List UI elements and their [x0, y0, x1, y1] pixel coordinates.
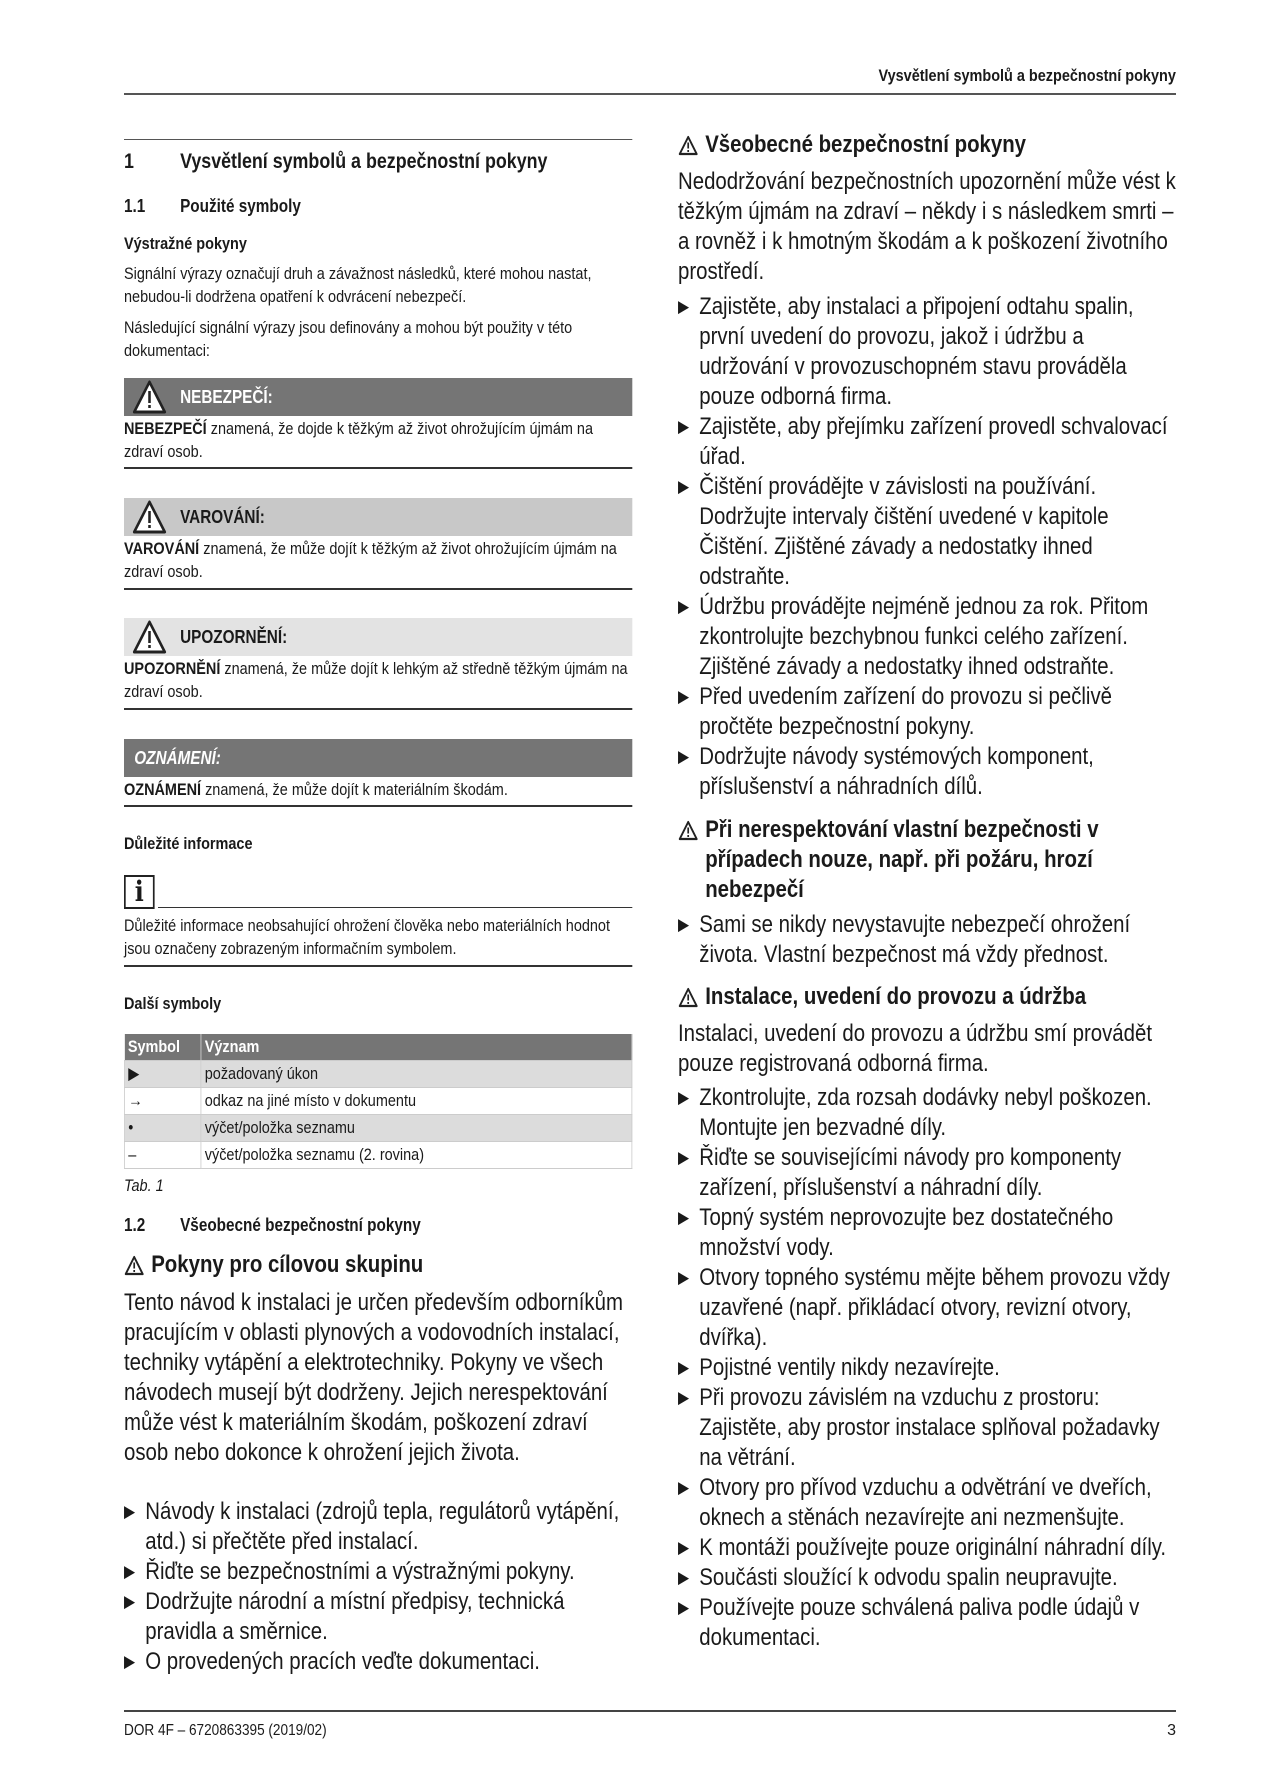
heading-text: Při nerespektování vlastní bezpečnosti v případech nouze, např. při požáru, hrozí nebezpečí: [705, 816, 1099, 903]
document-id: DOR 4F – 6720863395 (2019/02): [124, 1722, 327, 1739]
list-item: ▶ Řiďte se bezpečnostními a výstražnými pokyny.: [124, 1557, 632, 1587]
bullet-list: [678, 1083, 1176, 1653]
list-item: ▶ Pojistné ventily nikdy nezavírejte.: [678, 1353, 1176, 1383]
paragraph: Tento návod k instalaci je určen především odborníkům pracujícím v oblasti plynových a vodovodních instalací, techniky vytápění a elektrotechniky. Pokyny ve všech návodech musejí být dodrženy. Jejich nerespektování může vést k materiálním škodám, poškození zdraví osob nebo dokonce k ohrožení jejich života.: [124, 1289, 623, 1466]
meaning-cell: výčet/položka seznamu (2. rovina): [201, 1141, 632, 1168]
signal-text: znamená, že může dojít k materiálním škodám.: [201, 780, 508, 799]
signal-text: znamená, že může dojít k těžkým až život ohrožujícím újmám na zdraví osob.: [124, 539, 617, 581]
signal-text: znamená, že může dojít k lehkým až středně těžkým újmám na zdraví osob.: [124, 659, 628, 701]
section-1-2-heading: [124, 1215, 632, 1236]
signal-word: OZNÁMENÍ: [124, 780, 202, 799]
list-item: ▶ Sami se nikdy nevystavujte nebezpečí ohrožení života. Vlastní bezpečnost má vždy přednost.: [678, 910, 1176, 970]
column-header: Význam: [201, 1034, 632, 1060]
meaning-cell: odkaz na jiné místo v dokumentu: [201, 1087, 632, 1114]
signal-label: VAROVÁNÍ:: [180, 506, 265, 527]
running-header: Vysvětlení symbolů a bezpečnostní pokyny: [878, 66, 1176, 85]
bullet-list: [678, 292, 1176, 802]
symbols-table: [124, 1034, 632, 1169]
list-item: ▶ Topný systém neprovozujte bez dostatečného množství vody.: [678, 1203, 1176, 1263]
list-item: ▶ Otvory pro přívod vzduchu a odvětrání ve dveřích, oknech a stěnách nezavírejte ani nezmenšujte.: [678, 1473, 1176, 1533]
danger-banner: [124, 378, 632, 416]
target-group-heading: [124, 1250, 632, 1280]
symbol-cell: →: [124, 1087, 201, 1114]
important-info-heading: Důležité informace: [124, 834, 253, 853]
warning-triangle-icon: [133, 500, 167, 534]
table-caption: Tab. 1: [124, 1176, 164, 1195]
warning-triangle-icon: [133, 380, 167, 414]
signal-word: VAROVÁNÍ: [124, 539, 200, 558]
emergency-heading: [678, 815, 1176, 905]
list-item: ▶ Před uvedením zařízení do provozu si pečlivě pročtěte bezpečnostní pokyny.: [678, 682, 1176, 742]
signal-description: [124, 778, 632, 801]
divider: [124, 708, 632, 710]
table-header-row: [124, 1034, 631, 1060]
divider: [124, 139, 632, 140]
warning-notes-heading: Výstražné pokyny: [124, 234, 247, 253]
symbol-cell: •: [124, 1114, 201, 1141]
divider: [158, 907, 632, 908]
paragraph: Následující signální výrazy jsou definovány a mohou být použity v této dokumentaci:: [124, 318, 573, 360]
list-item: ▶ Součásti sloužící k odvodu spalin neupravujte.: [678, 1563, 1176, 1593]
info-icon: i: [124, 875, 155, 909]
symbol-cell: ▶: [124, 1060, 201, 1087]
right-column: [678, 0, 1176, 1700]
left-column: [124, 0, 632, 1700]
section-1-heading: [124, 150, 632, 174]
warning-triangle-icon: [678, 135, 698, 156]
section-number: 1.2: [124, 1215, 146, 1235]
list-item: ▶ Při provozu závislém na vzduchu z prostoru: Zajistěte, aby prostor instalace splňoval požadavky na větrání.: [678, 1383, 1176, 1473]
paragraph: Nedodržování bezpečnostních upozornění může vést k těžkým újmám na zdraví – někdy i s následkem smrti – a rovněž i k hmotným škodám a k poškození životního prostředí.: [678, 168, 1176, 285]
bullet-list: [678, 910, 1176, 970]
signal-label: UPOZORNĚNÍ:: [180, 626, 288, 647]
table-row: [124, 1114, 631, 1141]
list-item: ▶ Zkontrolujte, zda rozsah dodávky nebyl poškozen. Montujte jen bezvadné díly.: [678, 1083, 1176, 1143]
list-item: ▶ Používejte pouze schválená paliva podle údajů v dokumentaci.: [678, 1593, 1176, 1653]
divider: [124, 805, 632, 807]
heading-text: Pokyny pro cílovou skupinu: [151, 1251, 424, 1278]
list-item: ▶ Zajistěte, aby přejímku zařízení provedl schvalovací úřad.: [678, 412, 1176, 472]
caution-banner: [124, 618, 632, 656]
section-title: Použité symboly: [180, 196, 301, 216]
page-number: 3: [1167, 1722, 1176, 1739]
list-item: ▶ Zajistěte, aby instalaci a připojení odtahu spalin, první uvedení do provozu, jakož i údržbu a udržování v provozuschopném stavu prováděla pouze odborná firma.: [678, 292, 1176, 412]
list-item: ▶ Čištění provádějte v závislosti na používání. Dodržujte intervaly čištění uvedené v kapitole Čištění. Zjištěné závady a nedostatky ihned odstraňte.: [678, 472, 1176, 592]
signal-text: znamená, že dojde k těžkým až život ohrožujícím újmám na zdraví osob.: [124, 419, 594, 461]
warning-triangle-icon: [124, 1255, 144, 1276]
symbol-cell: –: [124, 1141, 201, 1168]
info-text: Důležité informace neobsahující ohrožení člověka nebo materiálních hodnot jsou označeny zobrazeným informačním symbolem.: [124, 916, 610, 958]
heading-text: Instalace, uvedení do provozu a údržba: [705, 983, 1087, 1010]
signal-word: UPOZORNĚNÍ: [124, 659, 221, 678]
signal-label: OZNÁMENÍ:: [134, 747, 221, 768]
divider: [124, 467, 632, 469]
divider: [124, 588, 632, 590]
notice-banner: [124, 739, 632, 777]
signal-label: NEBEZPEČÍ:: [180, 386, 273, 407]
list-item: ▶ Řiďte se souvisejícími návody pro komponenty zařízení, příslušenství a náhradní díly.: [678, 1143, 1176, 1203]
table-row: [124, 1060, 631, 1087]
warning-triangle-icon: [678, 820, 698, 841]
divider: [124, 965, 632, 967]
section-title: Všeobecné bezpečnostní pokyny: [180, 1215, 421, 1235]
list-item: ▶ Návody k instalaci (zdrojů tepla, regulátorů vytápění, atd.) si přečtěte před instalací.: [124, 1497, 632, 1557]
other-symbols-heading: Další symboly: [124, 994, 222, 1013]
bullet-list: [124, 1497, 632, 1677]
section-number: 1: [124, 150, 134, 173]
section-number: 1.1: [124, 196, 146, 216]
list-item: ▶ O provedených pracích veďte dokumentaci.: [124, 1647, 632, 1677]
installation-heading: [678, 982, 1176, 1012]
list-item: ▶ Údržbu provádějte nejméně jednou za rok. Přitom zkontrolujte bezchybnou funkci celého zařízení. Zjištěné závady a nedostatky ihned odstraňte.: [678, 592, 1176, 682]
column-header: Symbol: [124, 1034, 201, 1060]
signal-word: NEBEZPEČÍ: [124, 419, 207, 438]
paragraph: Signální výrazy označují druh a závažnost následků, které mohou nastat, nebudou-li dodržena opatření k odvrácení nebezpečí.: [124, 264, 592, 306]
footer-rule: [124, 1710, 1176, 1712]
list-item: ▶ Dodržujte návody systémových komponent, příslušenství a náhradních dílů.: [678, 742, 1176, 802]
signal-description: [124, 417, 632, 463]
warning-triangle-icon: [133, 620, 167, 654]
signal-description: [124, 657, 632, 703]
table-row: [124, 1141, 631, 1168]
section-1-1-heading: [124, 196, 632, 217]
warning-triangle-icon: [678, 987, 698, 1008]
section-title: Vysvětlení symbolů a bezpečnostní pokyny: [180, 150, 548, 173]
list-item: ▶ Otvory topného systému mějte během provozu vždy uzavřené (např. přikládací otvory, revizní otvory, dvířka).: [678, 1263, 1176, 1353]
list-item: ▶ K montáži používejte pouze originální náhradní díly.: [678, 1533, 1176, 1563]
warning-banner: [124, 498, 632, 536]
table-row: [124, 1087, 631, 1114]
list-item: ▶ Dodržujte národní a místní předpisy, technická pravidla a směrnice.: [124, 1587, 632, 1647]
meaning-cell: požadovaný úkon: [201, 1060, 632, 1087]
symbols-table-wrap: [124, 1034, 632, 1169]
general-safety-heading: [678, 130, 1176, 160]
paragraph: Instalaci, uvedení do provozu a údržbu smí provádět pouze registrovaná odborná firma.: [678, 1020, 1153, 1077]
meaning-cell: výčet/položka seznamu: [201, 1114, 632, 1141]
heading-text: Všeobecné bezpečnostní pokyny: [705, 131, 1027, 158]
signal-description: [124, 537, 632, 583]
